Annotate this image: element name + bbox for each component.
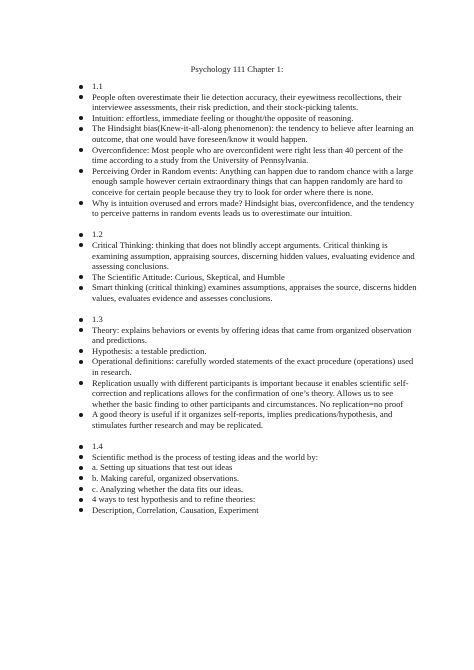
bullet-item: Overconfidence: Most people who are overconfident were right less than 40 percent of the time according to a study from the University of Pennsylvania. xyxy=(78,145,418,166)
bullet-item: Smart thinking (critical thinking) examines assumptions, appraises the source, discerns hidden values, evaluates evidence and assesses conclusions. xyxy=(78,282,418,303)
bullet-item: The Scientific Attitude: Curious, Skeptical, and Humble xyxy=(78,272,418,283)
bullet-item: Theory: explains behaviors or events by offering ideas that came from organized observation and predictions. xyxy=(78,325,418,346)
bullet-item: b. Making careful, organized observations. xyxy=(78,473,418,484)
section-number: 1.4 xyxy=(78,441,418,452)
section-1-1 xyxy=(78,81,418,219)
bullet-item: Operational definitions: carefully worded statements of the exact procedure (operations) used in research. xyxy=(78,356,418,377)
section-1-4 xyxy=(78,441,418,515)
section-1-3 xyxy=(78,314,418,431)
bullet-item: Hypothesis: a testable prediction. xyxy=(78,346,418,357)
bullet-item: A good theory is useful if it organizes self-reports, implies predications/hypothesis, and stimulates further research and may be replicated. xyxy=(78,409,418,430)
section-1-2 xyxy=(78,229,418,303)
section-number: 1.2 xyxy=(78,229,418,240)
bullet-item: Description, Correlation, Causation, Experiment xyxy=(78,505,418,516)
bullet-item: c. Analyzing whether the data fits our ideas. xyxy=(78,484,418,495)
document-body xyxy=(78,81,418,526)
bullet-item: Scientific method is the process of testing ideas and the world by: xyxy=(78,452,418,463)
bullet-item: Intuition: effortless, immediate feeling or thought/the opposite of reasoning. xyxy=(78,113,418,124)
section-number: 1.3 xyxy=(78,314,418,325)
bullet-item: Critical Thinking: thinking that does not blindly accept arguments. Critical thinking is examining assumption, appraising sources, discerning hidden values, evaluating evidence and assessing conclusions. xyxy=(78,240,418,272)
bullet-item: Replication usually with different participants is important because it enables scientific self-correction and replications allows for the confirmation of one’s theory. Allows us to see whether the basic finding to other participants and circumstances. No replication=no proof xyxy=(78,378,418,410)
bullet-item: a. Setting up situations that test out ideas xyxy=(78,462,418,473)
bullet-item: 4 ways to test hypothesis and to refine theories: xyxy=(78,494,418,505)
bullet-item: The Hindsight bias(Knew-it-all-along phenomenon): the tendency to believe after learning an outcome, that one would have foreseen/know it would happen. xyxy=(78,123,418,144)
bullet-item: Why is intuition overused and errors made? Hindsight bias, overconfidence, and the tendency to perceive patterns in random events leads us to overestimate our intuition. xyxy=(78,198,418,219)
section-number: 1.1 xyxy=(78,81,418,92)
document-title: Psychology 111 Chapter 1: xyxy=(190,64,284,74)
bullet-item: People often overestimate their lie detection accuracy, their eyewitness recollections, their interviewee assessments, their risk prediction, and their stock-picking talents. xyxy=(78,92,418,113)
bullet-item: Perceiving Order in Random events: Anything can happen due to random chance with a large enough sample however certain extraordinary things that can happen randomly are hard to conceive for certain people because they try to look for order where there is none. xyxy=(78,166,418,198)
